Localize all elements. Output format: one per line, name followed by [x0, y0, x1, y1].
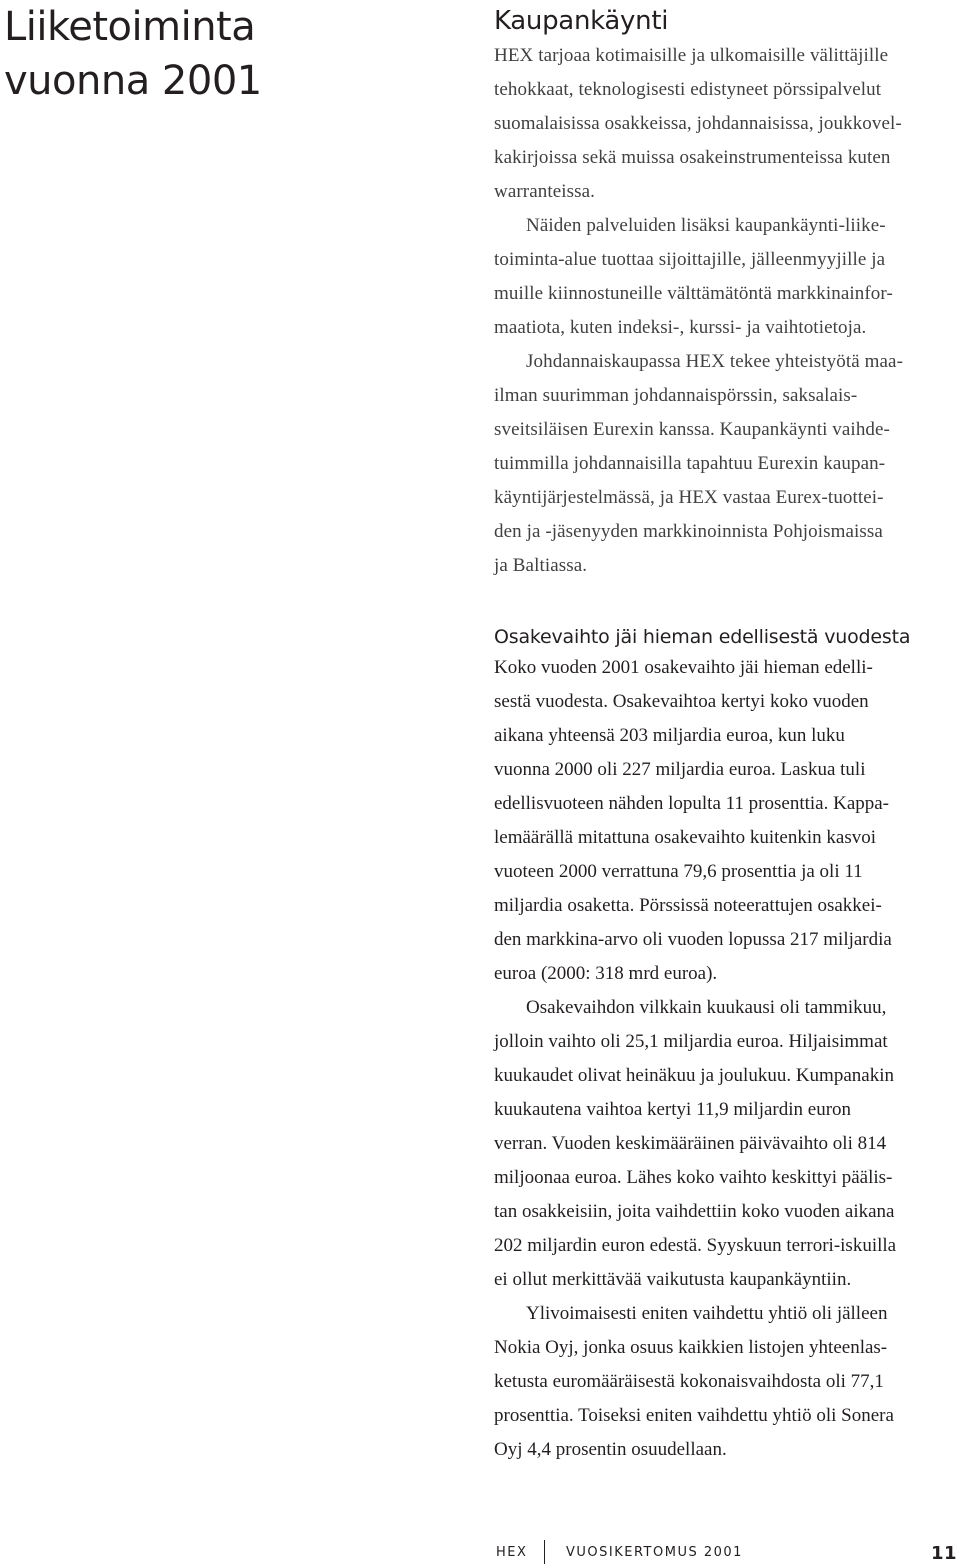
text-line: Johdannaiskaupassa HEX tekee yhteistyötä maa- [526, 351, 903, 372]
text-line: euroa (2000: 318 mrd euroa). [494, 963, 718, 984]
page-title [4, 0, 444, 108]
text-line: Näiden palveluiden lisäksi kaupankäynti-liike- [526, 215, 886, 236]
text-line: sveitsiläisen Eurexin kanssa. Kaupankäynti vaihde- [494, 419, 890, 440]
text-line: miljoonaa euroa. Lähes koko vaihto keskittyi päälis- [494, 1167, 893, 1188]
text-line: tan osakkeisiin, joita vaihdettiin koko vuoden aikana [494, 1201, 895, 1222]
text-line: vuonna 2000 oli 227 miljardia euroa. Laskua tuli [494, 759, 866, 780]
text-line: verran. Vuoden keskimääräinen päivävaihto oli 814 [494, 1133, 887, 1154]
section-body-osakevaihto [494, 651, 960, 1467]
text-line: maatiota, kuten indeksi-, kurssi- ja vaihtotietoja. [494, 317, 867, 338]
text-line: toiminta-alue tuottaa sijoittajille, jälleenmyyjille ja [494, 249, 886, 270]
page-number: 11 [931, 1543, 958, 1564]
text-line: kuukaudet olivat heinäkuu ja joulukuu. Kumpanakin [494, 1065, 894, 1086]
text-line: ja Baltiassa. [494, 555, 588, 576]
text-line: Ylivoimaisesti eniten vaihdettu yhtiö oli jälleen [526, 1303, 888, 1324]
text-line: tuimmilla johdannaisilla tapahtuu Eurexin kaupan- [494, 453, 886, 474]
text-line: edellisvuoteen nähden lopulta 11 prosenttia. Kappa- [494, 793, 890, 814]
footer-divider [544, 1540, 545, 1564]
page-footer [494, 1540, 960, 1564]
text-line: den markkina-arvo oli vuoden lopussa 217 miljardia [494, 929, 892, 950]
text-line: tehokkaat, teknologisesti edistyneet pörssipalvelut [494, 79, 882, 100]
text-line: ei ollut merkittävää vaikutusta kaupankäyntiin. [494, 1269, 852, 1290]
text-line: lemäärällä mitattuna osakevaihto kuitenkin kasvoi [494, 827, 876, 848]
section-heading-kaupankaynti: Kaupankäynti [494, 6, 669, 36]
text-line: jolloin vaihto oli 25,1 miljardia euroa. Hiljaisimmat [494, 1031, 888, 1052]
footer-report-label: VUOSIKERTOMUS 2001 [566, 1545, 743, 1560]
text-line: ketusta euromääräisestä kokonaisvaihdosta oli 77,1 [494, 1371, 884, 1392]
section-body-kaupankaynti [494, 39, 960, 583]
text-line: kuukautena vaihtoa kertyi 11,9 miljardin euron [494, 1099, 852, 1120]
section-heading-osakevaihto: Osakevaihto jäi hieman edellisestä vuodesta [494, 626, 911, 648]
page-title-line-2: vuonna 2001 [4, 58, 262, 104]
text-line: HEX tarjoaa kotimaisille ja ulkomaisille välittäjille [494, 45, 889, 66]
text-line: 202 miljardin euron edestä. Syyskuun terrori-iskuilla [494, 1235, 897, 1256]
text-line: vuoteen 2000 verrattuna 79,6 prosenttia ja oli 11 [494, 861, 863, 882]
text-line: aikana yhteensä 203 miljardia euroa, kun luku [494, 725, 845, 746]
page-title-line-1: Liiketoiminta [4, 4, 256, 50]
text-line: Osakevaihdon vilkkain kuukausi oli tammikuu, [526, 997, 887, 1018]
text-line: Nokia Oyj, jonka osuus kaikkien listojen yhteenlas- [494, 1337, 888, 1358]
text-line: miljardia osaketta. Pörssissä noteerattujen osakkei- [494, 895, 882, 916]
text-line: ilman suurimman johdannaispörssin, saksalais- [494, 385, 858, 406]
text-line: den ja -jäsenyyden markkinoinnista Pohjoismaissa [494, 521, 883, 542]
text-line: warranteissa. [494, 181, 596, 202]
main-text-column [494, 0, 960, 1467]
text-line: sestä vuodesta. Osakevaihtoa kertyi koko vuoden [494, 691, 869, 712]
footer-hex-label: HEX [496, 1545, 528, 1560]
text-line: kakirjoissa sekä muissa osakeinstrumenteissa kuten [494, 147, 891, 168]
text-line: muille kiinnostuneille välttämätöntä markkinainfor- [494, 283, 893, 304]
text-line: prosenttia. Toiseksi eniten vaihdettu yhtiö oli Sonera [494, 1405, 894, 1426]
text-line: Koko vuoden 2001 osakevaihto jäi hieman edelli- [494, 657, 873, 678]
text-line: suomalaisissa osakkeissa, johdannaisissa, joukkovel- [494, 113, 902, 134]
text-line: käyntijärjestelmässä, ja HEX vastaa Eurex-tuottei- [494, 487, 884, 508]
text-line: Oyj 4,4 prosentin osuudellaan. [494, 1439, 727, 1460]
